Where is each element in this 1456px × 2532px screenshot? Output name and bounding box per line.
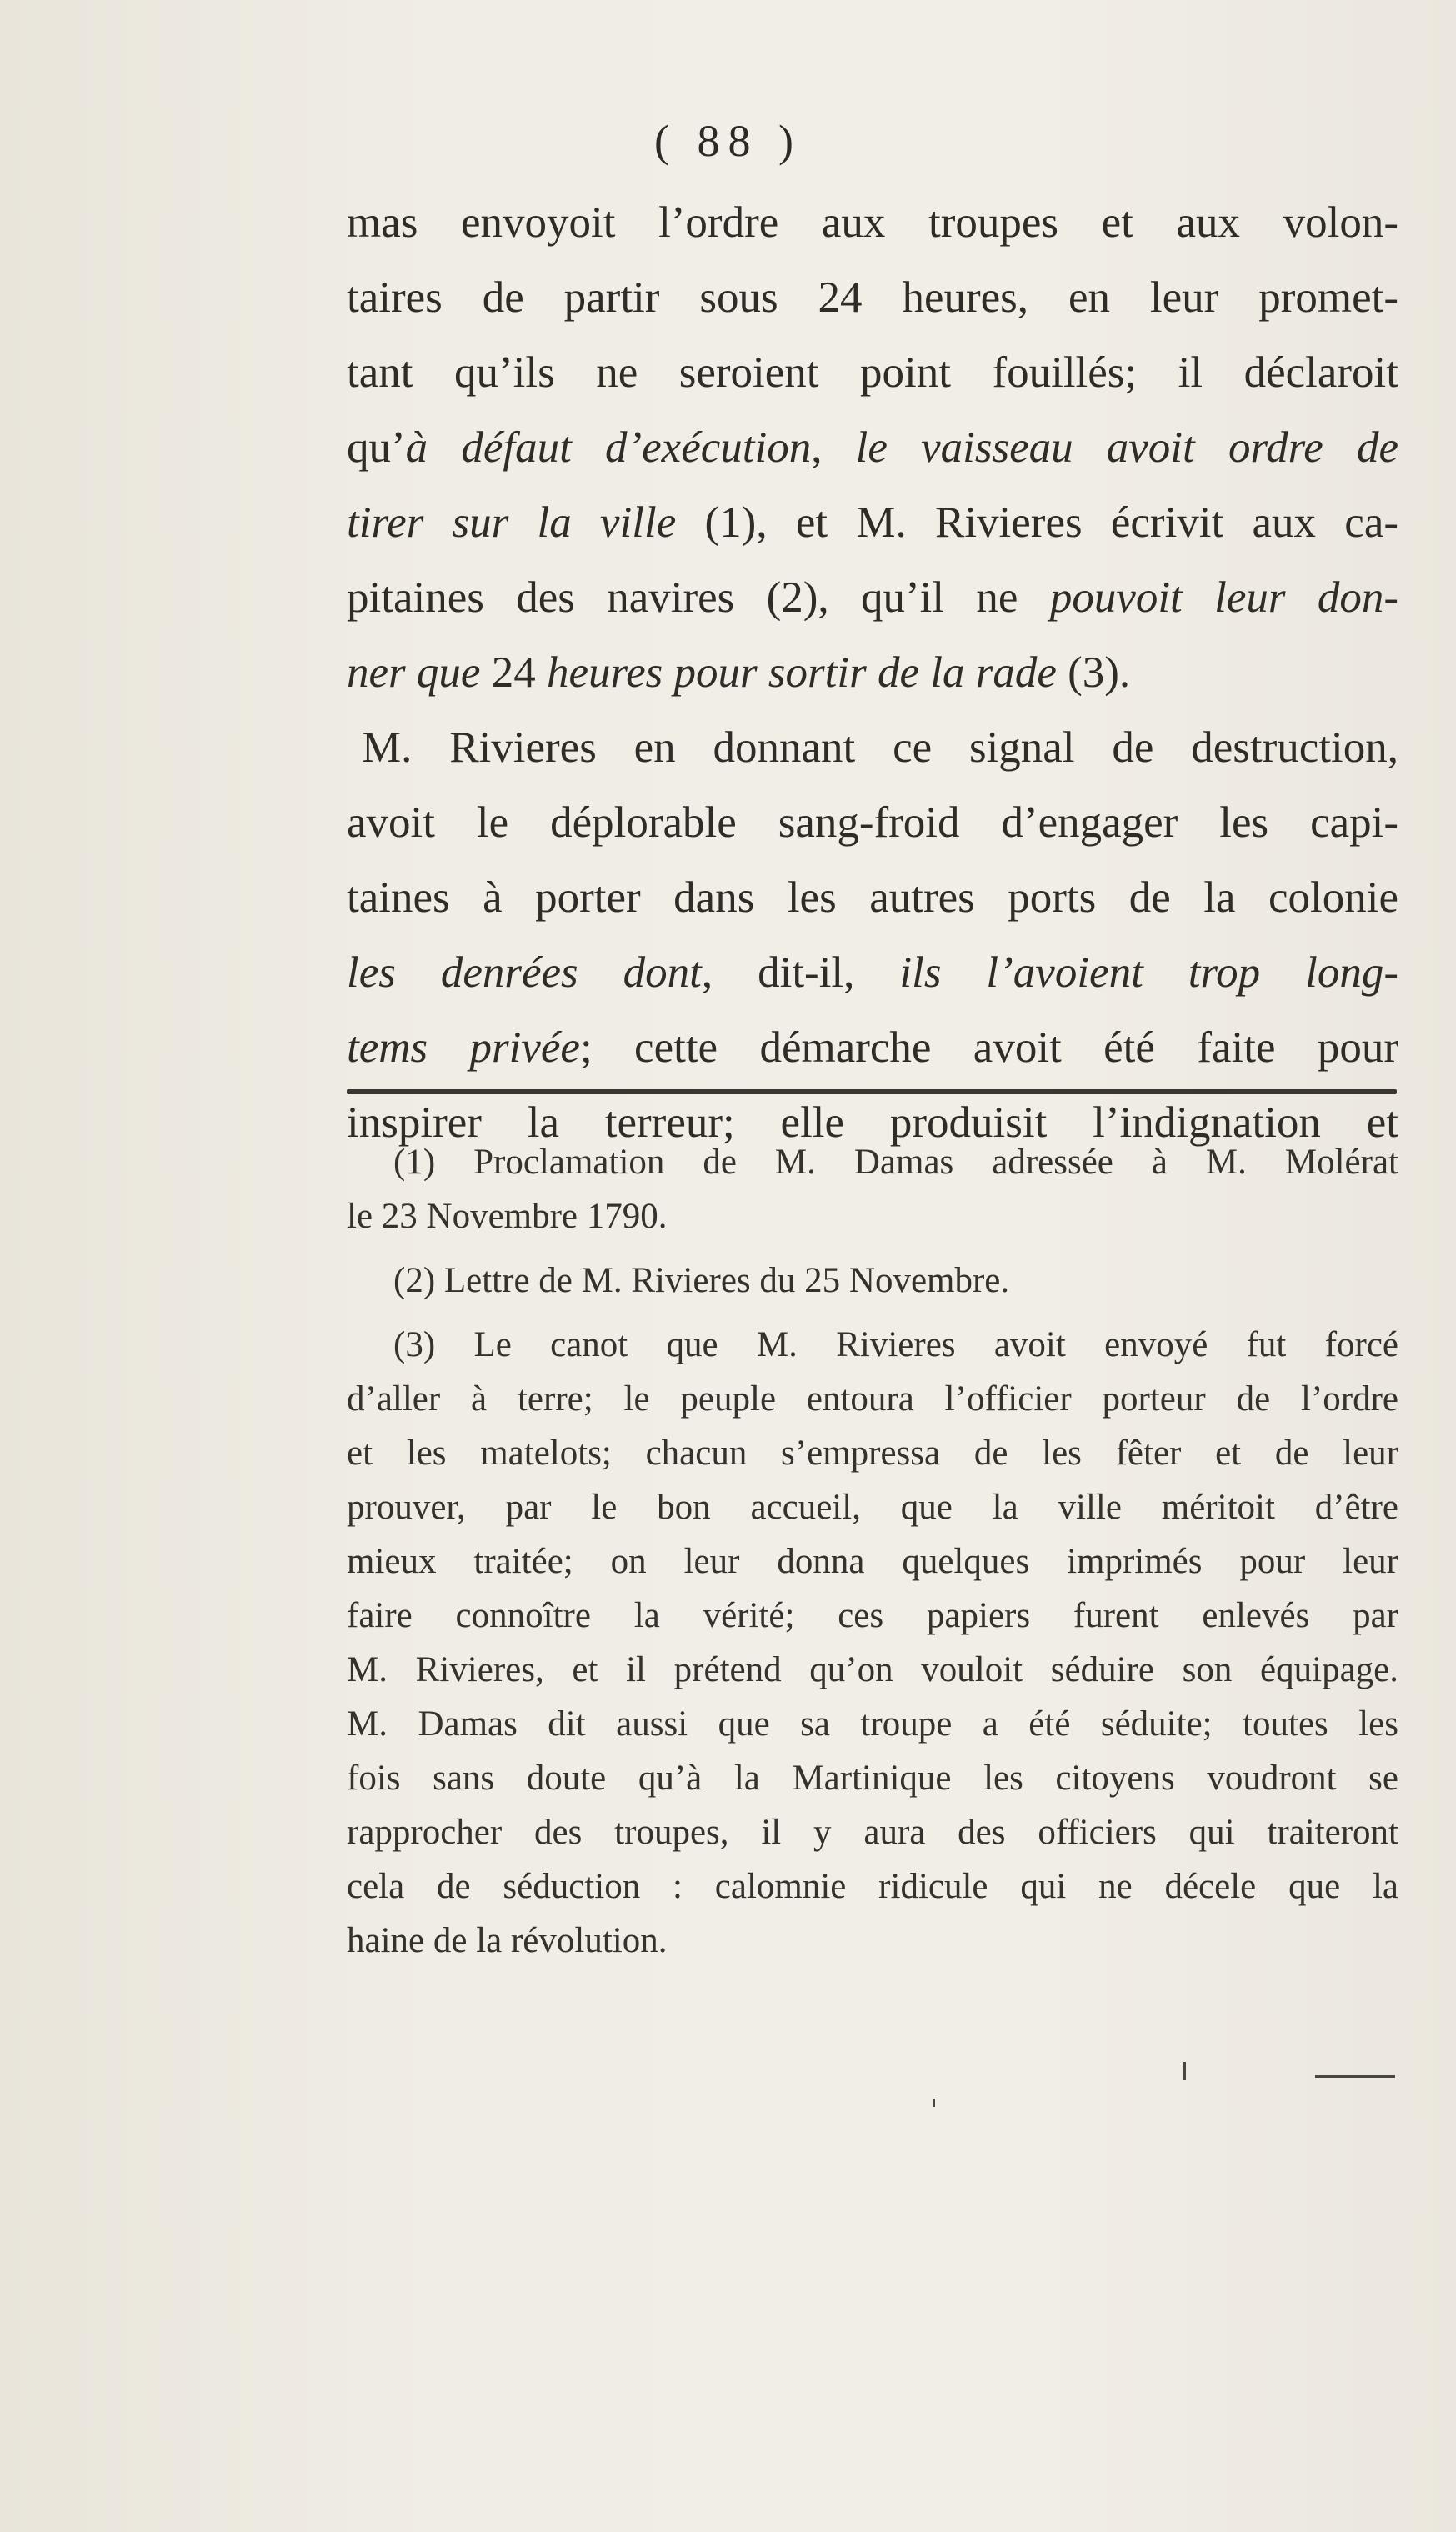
print-mark [1183, 2062, 1186, 2080]
footnote-line: haine de la révolution. [347, 1921, 668, 1960]
footnote-line: M. Damas dit aussi que sa troupe a été séduite; toutes les [347, 1704, 1398, 1744]
text-line: ner que 24 heures pour sortir de la rade (3). [347, 648, 1131, 697]
footnote-1 [347, 1135, 1398, 1243]
footnote-separator-rule [347, 1089, 1397, 1094]
text-line: qu’à défaut d’exécution, le vaisseau avoit ordre de [347, 423, 1398, 472]
text-line: taines à porter dans les autres ports de la colonie [347, 873, 1398, 922]
text-line: avoit le déplorable sang-froid d’engager les capi- [347, 798, 1398, 847]
footnote-line: (3) Le canot que M. Rivieres avoit envoyé fut forcé [393, 1325, 1398, 1364]
page-number: ( 88 ) [654, 116, 802, 166]
footnote-line: (2) Lettre de M. Rivieres du 25 Novembre. [393, 1261, 1010, 1300]
main-text [347, 185, 1398, 1160]
footnote-line: et les matelots; chacun s’empressa de les fêter et de leur [347, 1434, 1398, 1473]
text-line: mas envoyoit l’ordre aux troupes et aux volon- [347, 198, 1398, 247]
text-line: tirer sur la ville (1), et M. Rivieres écrivit aux ca- [347, 498, 1398, 547]
text-line: pitaines des navires (2), qu’il ne pouvoit leur don- [347, 573, 1399, 622]
text-line: les denrées dont, dit-il, ils l’avoient trop long- [347, 948, 1398, 997]
footnote-3 [347, 1318, 1398, 1968]
text-line: tant qu’ils ne seroient point fouillés; il déclaroit [347, 348, 1398, 397]
footnote-2 [347, 1253, 1398, 1308]
print-mark [1315, 2075, 1395, 2078]
footnote-line: d’aller à terre; le peuple entoura l’officier porteur de l’ordre [347, 1379, 1398, 1419]
text-line: taires de partir sous 24 heures, en leur promet- [347, 273, 1398, 322]
footnote-line: fois sans doute qu’à la Martinique les citoyens voudront se [347, 1759, 1398, 1798]
footnote-line: mieux traitée; on leur donna quelques imprimés pour leur [347, 1542, 1398, 1581]
footnote-line: le 23 Novembre 1790. [347, 1197, 668, 1236]
footnote-line: cela de séduction : calomnie ridicule qui ne décele que la [347, 1867, 1398, 1906]
footnote-line: (1) Proclamation de M. Damas adressée à M. Molérat [393, 1143, 1398, 1182]
footnotes [347, 1135, 1398, 1968]
footnote-line: M. Rivieres, et il prétend qu’on vouloit séduire son équipage. [347, 1650, 1398, 1689]
footnote-line: faire connoître la vérité; ces papiers furent enlevés par [347, 1596, 1398, 1635]
text-line: M. Rivieres en donnant ce signal de destruction, [362, 723, 1398, 772]
text-line: inspirer la terreur; elle produisit l’indignation et [347, 1098, 1398, 1147]
print-mark [933, 2099, 935, 2107]
footnote-line: prouver, par le bon accueil, que la ville méritoit d’être [347, 1488, 1398, 1527]
text-line: tems privée; cette démarche avoit été faite pour [347, 1023, 1398, 1072]
footnote-line: rapprocher des troupes, il y aura des officiers qui traiteront [347, 1813, 1398, 1852]
